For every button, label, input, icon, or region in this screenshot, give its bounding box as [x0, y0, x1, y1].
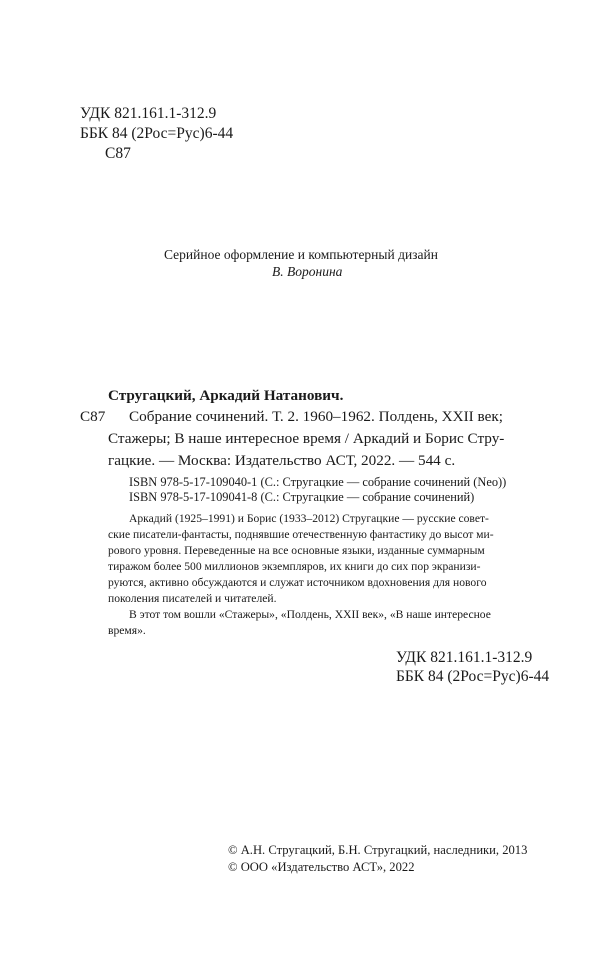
annotation-line: ские писатели-фантасты, поднявшие отечественную фантастику до высот ми-: [108, 528, 494, 541]
copyright-line: © А.Н. Стругацкий, Б.Н. Стругацкий, наследники, 2013: [228, 843, 528, 857]
annotation-line: Аркадий (1925–1991) и Борис (1933–2012) Стругацкие — русские совет-: [129, 512, 489, 525]
catalog-author: Стругацкий, Аркадий Натанович.: [108, 387, 344, 404]
catalog-title-line: гацкие. — Москва: Издательство АСТ, 2022. — 544 с.: [108, 452, 456, 469]
annotation-line: время».: [108, 624, 146, 637]
annotation-line: тиражом более 500 миллионов экземпляров, их книги до сих пор экранизи-: [108, 560, 481, 573]
bbk-top: ББК 84 (2Рос=Рус)6-44: [80, 125, 234, 142]
catalog-title-line: Собрание сочинений. Т. 2. 1960–1962. Полдень, XXII век;: [129, 408, 503, 425]
annotation-line: руются, активно обсуждаются и служат источником вдохновения для нового: [108, 576, 487, 589]
annotation-line: рового уровня. Переведенные на все основные языки, изданные суммарным: [108, 544, 485, 557]
bbk-bottom: ББК 84 (2Рос=Рус)6-44: [396, 668, 550, 685]
udk-top: УДК 821.161.1-312.9: [80, 105, 217, 122]
isbn-line: ISBN 978-5-17-109041-8 (С.: Стругацкие — собрание сочинений): [129, 490, 475, 504]
udk-bottom: УДК 821.161.1-312.9: [396, 649, 533, 666]
annotation-line: В этот том вошли «Стажеры», «Полдень, XXII век», «В наше интересное: [129, 608, 491, 621]
author-mark-top: С87: [105, 145, 131, 162]
copyright-line: © ООО «Издательство АСТ», 2022: [228, 860, 415, 874]
annotation-line: поколения писателей и читателей.: [108, 592, 277, 605]
catalog-mark: С87: [80, 408, 106, 425]
catalog-title-line: Стажеры; В наше интересное время / Аркадий и Борис Стру-: [108, 430, 505, 447]
isbn-line: ISBN 978-5-17-109040-1 (С.: Стругацкие — собрание сочинений (Neo)): [129, 475, 507, 489]
design-credit-line: Серийное оформление и компьютерный дизайн: [164, 247, 438, 262]
design-credit-name: В. Воронина: [272, 264, 343, 279]
